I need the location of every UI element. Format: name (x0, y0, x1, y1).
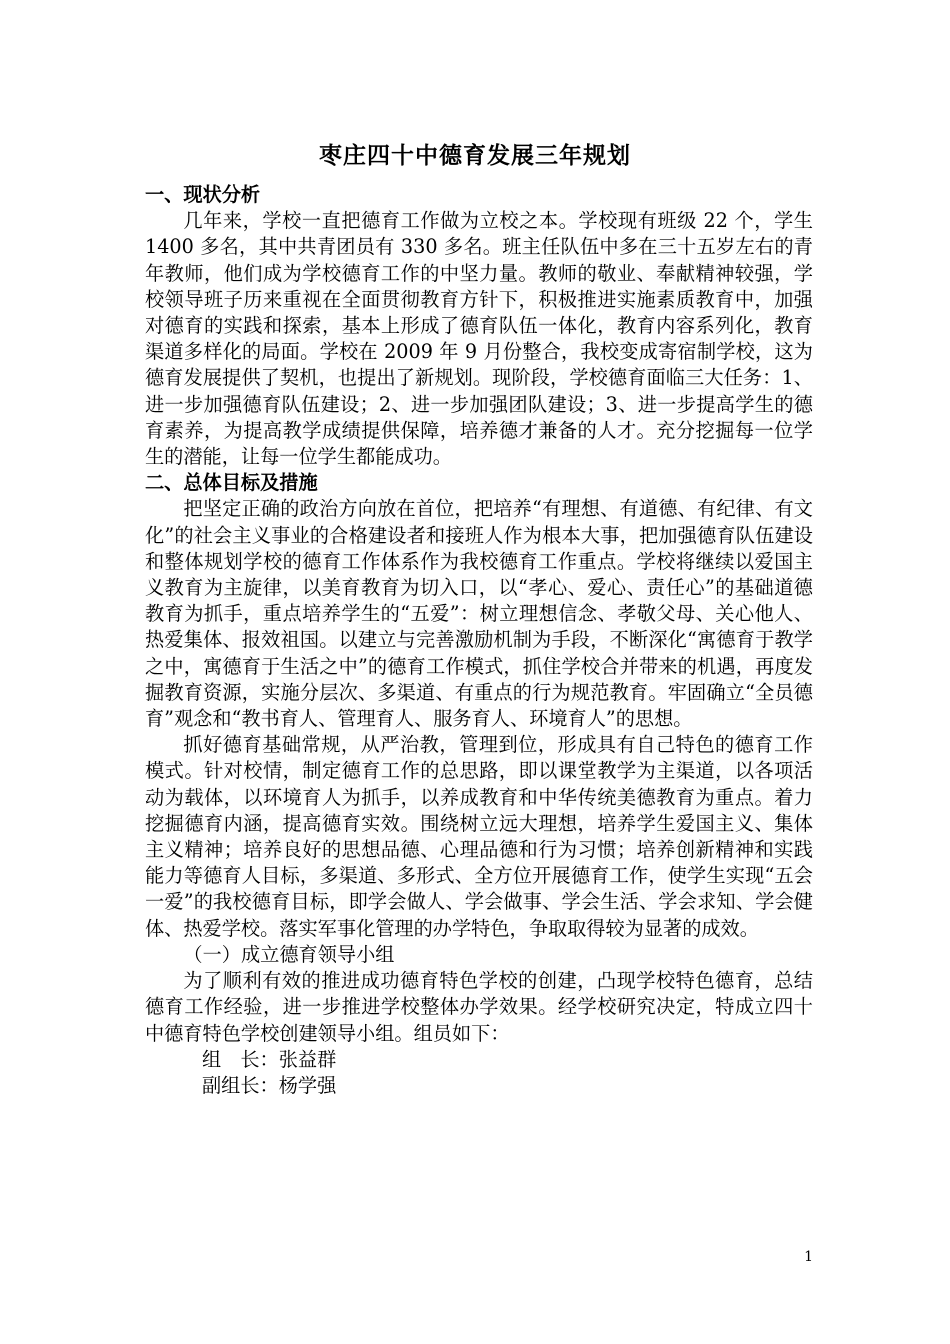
paragraph-leadership-group: 为了顺利有效的推进成功德育特色学校的创建，凸现学校特色德育，总结德育工作经验，进一步推进学校整体办学效果。经学校研究决定，特成立四十中德育特色学校创建领导小组。组员如下： (145, 969, 813, 1045)
section-heading-status-analysis: 一、现状分析 (145, 183, 261, 206)
section-heading-goals-measures: 二、总体目标及措施 (145, 471, 318, 495)
page-number: 1 (804, 1249, 813, 1265)
paragraph-status-analysis: 几年来，学校一直把德育工作做为立校之本。学校现有班级 22 个，学生 1400 多名，其中共青团员有 330 多名。班主任队伍中多在三十五岁左右的青年教师，他们成为学校德育工作的中坚力量。教师的敬业、奉献精神较强，学校领导班子历来重视在全面贯彻教育方针下，积极推进实施素质教育中，加强对德育的实践和探索，基本上形成了德育队伍一体化，教育内容系列化，教育渠道多样化的局面。学校在 2009 年 9 月份整合，我校变成寄宿制学校，这为德育发展提供了契机，也提出了新规划。现阶段，学校德育面临三大任务：1、进一步加强德育队伍建设；2、进一步加强团队建设；3、进一步提高学生的德育素养，为提高教学成绩提供保障，培养德才兼备的人才。充分挖掘每一位学生的潜能，让每一位学生都能成功。 (145, 209, 813, 469)
document-body (145, 182, 813, 1099)
member-leader: 组 长：张益群 (202, 1047, 337, 1071)
document-title: 枣庄四十中德育发展三年规划 (319, 142, 631, 169)
paragraph-goals-1: 把坚定正确的政治方向放在首位，把培养“有理想、有道德、有纪律、有文化”的社会主义事业的合格建设者和接班人作为根本大事，把加强德育队伍建设和整体规划学校的德育工作体系作为我校德育工作重点。学校将继续以爱国主义教育为主旋律，以美育教育为切入口，以“孝心、爱心、责任心”的基础道德教育为抓手，重点培养学生的“五爱”：树立理想信念、孝敬父母、关心他人、热爱集体、报效祖国。以建立与完善激励机制为手段，不断深化“寓德育于教学之中，寓德育于生活之中”的德育工作模式，抓住学校合并带来的机遇，再度发掘教育资源，实施分层次、多渠道、有重点的行为规范教育。牢固确立“全员德育”观念和“教书育人、管理育人、服务育人、环境育人”的思想。 (145, 497, 813, 731)
paragraph-goals-2: 抓好德育基础常规，从严治教，管理到位，形成具有自己特色的德育工作模式。针对校情，制定德育工作的总思路，即以课堂教学为主渠道，以各项活动为载体，以环境育人为抓手，以养成教育和中华传统美德教育为重点。着力挖掘德育内涵，提高德育实效。围绕树立远大理想，培养学生爱国主义、集体主义精神；培养良好的思想品德、心理品德和行为习惯；培养创新精神和实践能力等德育人目标，多渠道、多形式、全方位开展德育工作，使学生实现“五会一爱”的我校德育目标，即学会做人、学会做事、学会生活、学会求知、学会健体、热爱学校。落实军事化管理的办学特色，争取取得较为显著的成效。 (145, 733, 813, 940)
member-deputy-leader: 副组长：杨学强 (202, 1073, 337, 1097)
subsection-heading-leadership-group: （一）成立德育领导小组 (183, 942, 395, 966)
